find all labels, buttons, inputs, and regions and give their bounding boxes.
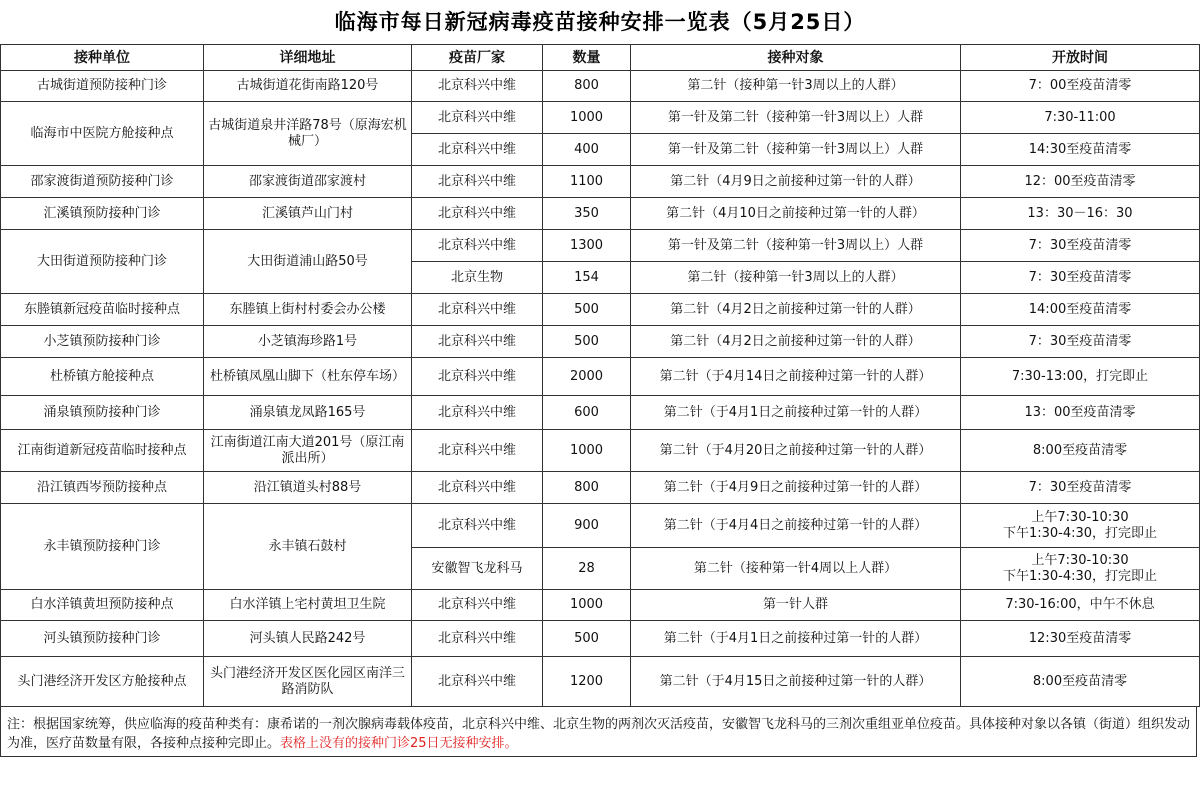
cell-target: 第二针（于4月1日之前接种过第一针的人群） xyxy=(631,396,961,430)
table-row xyxy=(1,430,1200,472)
header-address: 详细地址 xyxy=(204,45,412,71)
cell-qty: 1100 xyxy=(543,166,631,198)
cell-time: 7：30至疫苗清零 xyxy=(961,326,1200,358)
header-target: 接种对象 xyxy=(631,45,961,71)
table-row xyxy=(1,358,1200,396)
cell-address: 古城街道泉井洋路78号（原海宏机械厂） xyxy=(204,102,412,166)
cell-unit: 白水洋镇黄坦预防接种点 xyxy=(1,590,204,621)
cell-time: 14:30至疫苗清零 xyxy=(961,134,1200,166)
cell-unit: 头门港经济开发区方舱接种点 xyxy=(1,657,204,707)
cell-qty: 400 xyxy=(543,134,631,166)
cell-time: 8:00至疫苗清零 xyxy=(961,430,1200,472)
table-row xyxy=(1,590,1200,621)
cell-maker: 北京科兴中维 xyxy=(412,230,543,262)
cell-time: 13：00至疫苗清零 xyxy=(961,396,1200,430)
cell-unit: 古城街道预防接种门诊 xyxy=(1,71,204,102)
cell-time: 7:30-16:00，中午不休息 xyxy=(961,590,1200,621)
footnote xyxy=(0,707,1197,757)
cell-time: 7:30-11:00 xyxy=(961,102,1200,134)
cell-qty: 1300 xyxy=(543,230,631,262)
cell-maker: 北京科兴中维 xyxy=(412,134,543,166)
header-maker: 疫苗厂家 xyxy=(412,45,543,71)
cell-target: 第二针（接种第一针3周以上的人群） xyxy=(631,71,961,102)
cell-maker: 北京科兴中维 xyxy=(412,326,543,358)
cell-target: 第二针（4月2日之前接种过第一针的人群） xyxy=(631,326,961,358)
cell-time: 7：30至疫苗清零 xyxy=(961,472,1200,504)
cell-address: 古城街道花街南路120号 xyxy=(204,71,412,102)
cell-address: 永丰镇石鼓村 xyxy=(204,504,412,590)
cell-address: 涌泉镇龙凤路165号 xyxy=(204,396,412,430)
cell-unit: 杜桥镇方舱接种点 xyxy=(1,358,204,396)
cell-unit: 东塍镇新冠疫苗临时接种点 xyxy=(1,294,204,326)
cell-maker: 北京科兴中维 xyxy=(412,166,543,198)
cell-address: 白水洋镇上宅村黄坦卫生院 xyxy=(204,590,412,621)
footnote-text: 注：根据国家统筹，供应临海的疫苗种类有：康希诺的一剂次腺病毒载体疫苗，北京科兴中维、北京生物的两剂次灭活疫苗，安徽智飞龙科马的三剂次重组亚单位疫苗。具体接种对象以各镇（街道）组织发动为准，医疗苗数量有限，各接种点接种完即止。 xyxy=(7,717,1191,751)
cell-qty: 1200 xyxy=(543,657,631,707)
cell-target: 第二针（接种第一针3周以上的人群） xyxy=(631,262,961,294)
schedule-table xyxy=(0,44,1200,707)
cell-time: 14:00至疫苗清零 xyxy=(961,294,1200,326)
cell-unit: 临海市中医院方舱接种点 xyxy=(1,102,204,166)
cell-maker: 北京生物 xyxy=(412,262,543,294)
cell-unit: 汇溪镇预防接种门诊 xyxy=(1,198,204,230)
cell-maker: 北京科兴中维 xyxy=(412,294,543,326)
cell-target: 第一针及第二针（接种第一针3周以上）人群 xyxy=(631,102,961,134)
cell-time: 7：00至疫苗清零 xyxy=(961,71,1200,102)
cell-qty: 500 xyxy=(543,621,631,657)
table-row xyxy=(1,198,1200,230)
cell-maker: 北京科兴中维 xyxy=(412,358,543,396)
table-row xyxy=(1,396,1200,430)
cell-time: 12：00至疫苗清零 xyxy=(961,166,1200,198)
table-row xyxy=(1,294,1200,326)
time-line-afternoon: 下午1:30-4:30，打完即止 xyxy=(1002,525,1158,541)
header-qty: 数量 xyxy=(543,45,631,71)
cell-time: 7:30-13:00，打完即止 xyxy=(961,358,1200,396)
cell-target: 第一针人群 xyxy=(631,590,961,621)
table-row xyxy=(1,102,1200,134)
cell-address: 大田街道浦山路50号 xyxy=(204,230,412,294)
cell-unit: 江南街道新冠疫苗临时接种点 xyxy=(1,430,204,472)
cell-qty: 500 xyxy=(543,326,631,358)
cell-time: 12:30至疫苗清零 xyxy=(961,621,1200,657)
cell-maker: 北京科兴中维 xyxy=(412,430,543,472)
cell-unit: 邵家渡街道预防接种门诊 xyxy=(1,166,204,198)
cell-address: 汇溪镇芦山门村 xyxy=(204,198,412,230)
cell-target: 第二针（4月10日之前接种过第一针的人群） xyxy=(631,198,961,230)
cell-target: 第二针（于4月20日之前接种过第一针的人群） xyxy=(631,430,961,472)
cell-address: 头门港经济开发区医化园区南洋三路消防队 xyxy=(204,657,412,707)
footnote-red-text: 表格上没有的接种门诊25日无接种安排。 xyxy=(280,736,518,751)
cell-address: 杜桥镇凤凰山脚下（杜东停车场） xyxy=(204,358,412,396)
cell-maker: 北京科兴中维 xyxy=(412,657,543,707)
cell-address: 江南街道江南大道201号（原江南派出所） xyxy=(204,430,412,472)
cell-qty: 2000 xyxy=(543,358,631,396)
cell-qty: 500 xyxy=(543,294,631,326)
cell-qty: 28 xyxy=(543,548,631,590)
cell-maker: 北京科兴中维 xyxy=(412,472,543,504)
cell-unit: 河头镇预防接种门诊 xyxy=(1,621,204,657)
cell-target: 第二针（于4月4日之前接种过第一针的人群） xyxy=(631,504,961,548)
cell-maker: 安徽智飞龙科马 xyxy=(412,548,543,590)
cell-time: 8:00至疫苗清零 xyxy=(961,657,1200,707)
cell-maker: 北京科兴中维 xyxy=(412,504,543,548)
table-row xyxy=(1,657,1200,707)
table-row xyxy=(1,166,1200,198)
cell-qty: 900 xyxy=(543,504,631,548)
table-row xyxy=(1,230,1200,262)
cell-address: 河头镇人民路242号 xyxy=(204,621,412,657)
cell-unit: 大田街道预防接种门诊 xyxy=(1,230,204,294)
cell-target: 第二针（于4月9日之前接种过第一针的人群） xyxy=(631,472,961,504)
cell-target: 第一针及第二针（接种第一针3周以上）人群 xyxy=(631,134,961,166)
time-line-afternoon: 下午1:30-4:30，打完即止 xyxy=(1002,568,1158,584)
cell-maker: 北京科兴中维 xyxy=(412,102,543,134)
cell-qty: 1000 xyxy=(543,430,631,472)
table-row xyxy=(1,472,1200,504)
page-title: 临海市每日新冠病毒疫苗接种安排一览表（5月25日） xyxy=(334,10,866,34)
cell-qty: 1000 xyxy=(543,590,631,621)
cell-qty: 1000 xyxy=(543,102,631,134)
header-row xyxy=(1,45,1200,71)
table-row xyxy=(1,71,1200,102)
cell-unit: 永丰镇预防接种门诊 xyxy=(1,504,204,590)
table-row xyxy=(1,504,1200,548)
cell-maker: 北京科兴中维 xyxy=(412,621,543,657)
cell-maker: 北京科兴中维 xyxy=(412,198,543,230)
time-line-morning: 上午7:30-10:30 xyxy=(1031,552,1129,568)
cell-maker: 北京科兴中维 xyxy=(412,71,543,102)
cell-target: 第二针（于4月15日之前接种过第一针的人群） xyxy=(631,657,961,707)
cell-unit: 涌泉镇预防接种门诊 xyxy=(1,396,204,430)
cell-time: 7：30至疫苗清零 xyxy=(961,262,1200,294)
cell-qty: 350 xyxy=(543,198,631,230)
time-line-morning: 上午7:30-10:30 xyxy=(1031,509,1129,525)
cell-qty: 600 xyxy=(543,396,631,430)
table-row xyxy=(1,326,1200,358)
cell-address: 沿江镇道头村88号 xyxy=(204,472,412,504)
cell-qty: 800 xyxy=(543,71,631,102)
cell-address: 邵家渡街道邵家渡村 xyxy=(204,166,412,198)
cell-maker: 北京科兴中维 xyxy=(412,396,543,430)
cell-target: 第二针（于4月14日之前接种过第一针的人群） xyxy=(631,358,961,396)
cell-target: 第二针（4月2日之前接种过第一针的人群） xyxy=(631,294,961,326)
cell-maker: 北京科兴中维 xyxy=(412,590,543,621)
cell-unit: 沿江镇西岑预防接种点 xyxy=(1,472,204,504)
cell-time xyxy=(961,548,1200,590)
cell-time: 7：30至疫苗清零 xyxy=(961,230,1200,262)
cell-qty: 800 xyxy=(543,472,631,504)
header-unit: 接种单位 xyxy=(1,45,204,71)
cell-qty: 154 xyxy=(543,262,631,294)
cell-unit: 小芝镇预防接种门诊 xyxy=(1,326,204,358)
cell-address: 东塍镇上街村村委会办公楼 xyxy=(204,294,412,326)
table-row xyxy=(1,621,1200,657)
cell-time xyxy=(961,504,1200,548)
cell-address: 小芝镇海珍路1号 xyxy=(204,326,412,358)
cell-time: 13：30－16：30 xyxy=(961,198,1200,230)
cell-target: 第二针（4月9日之前接种过第一针的人群） xyxy=(631,166,961,198)
cell-target: 第二针（接种第一针4周以上人群） xyxy=(631,548,961,590)
cell-target: 第二针（于4月1日之前接种过第一针的人群） xyxy=(631,621,961,657)
cell-target: 第一针及第二针（接种第一针3周以上）人群 xyxy=(631,230,961,262)
header-time: 开放时间 xyxy=(961,45,1200,71)
